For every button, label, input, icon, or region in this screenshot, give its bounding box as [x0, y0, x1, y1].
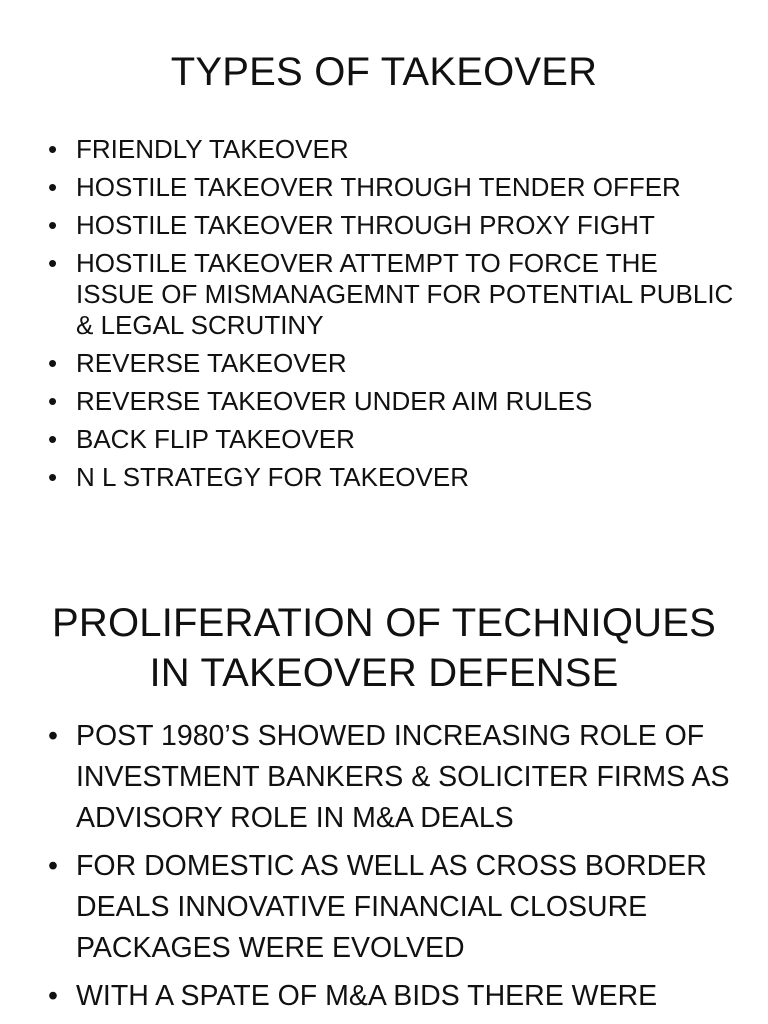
page-title-types-of-takeover: TYPES OF TAKEOVER	[170, 50, 598, 94]
list-item	[42, 134, 742, 165]
list-item-text: BACK FLIP TAKEOVER	[76, 424, 355, 454]
bullet-icon: •	[48, 386, 58, 416]
bullet-icon: •	[48, 980, 58, 1012]
list-item-text: FRIENDLY TAKEOVER	[76, 134, 349, 164]
title-line: IN TAKEOVER DEFENSE	[149, 651, 619, 695]
list-item	[42, 846, 742, 969]
bullet-icon: •	[48, 210, 58, 240]
list-item	[42, 248, 742, 341]
list-item-text: FOR DOMESTIC AS WELL AS CROSS BORDER DEALS INNOVATIVE FINANCIAL CLOSURE PACKAGES WERE EVOLVED	[76, 850, 707, 964]
list-item-text: HOSTILE TAKEOVER THROUGH PROXY FIGHT	[76, 210, 655, 240]
list-item	[42, 172, 742, 203]
list-item-text: WITH A SPATE OF M&A BIDS THERE WERE	[76, 980, 658, 1012]
list-item	[42, 976, 742, 1017]
bullet-icon: •	[48, 348, 58, 378]
bullet-icon: •	[48, 462, 58, 492]
list-item-text: REVERSE TAKEOVER	[76, 348, 347, 378]
takeover-defense-list	[42, 716, 742, 1024]
list-item	[42, 386, 742, 417]
list-item-text: REVERSE TAKEOVER UNDER AIM RULES	[76, 386, 593, 416]
list-item-text: N L STRATEGY FOR TAKEOVER	[76, 462, 469, 492]
title-line: PROLIFERATION OF TECHNIQUES	[52, 601, 716, 645]
list-item-text: HOSTILE TAKEOVER ATTEMPT TO FORCE THE ISSUE OF MISMANAGEMNT FOR POTENTIAL PUBLIC & LEGAL SCRUTINY	[76, 248, 734, 340]
page-title-takeover-defense	[0, 598, 768, 698]
bullet-icon: •	[48, 134, 58, 164]
list-item-text: POST 1980’S SHOWED INCREASING ROLE OF INVESTMENT BANKERS & SOLICITER FIRMS AS ADVISORY ROLE IN M&A DEALS	[76, 720, 730, 834]
list-item	[42, 210, 742, 241]
bullet-icon: •	[48, 248, 58, 278]
takeover-types-list	[42, 134, 742, 500]
list-item	[42, 424, 742, 455]
list-item	[42, 716, 742, 839]
bullet-icon: •	[48, 424, 58, 454]
list-item	[42, 348, 742, 379]
list-item-text: HOSTILE TAKEOVER THROUGH TENDER OFFER	[76, 172, 681, 202]
bullet-icon: •	[48, 720, 58, 752]
bullet-icon: •	[48, 172, 58, 202]
bullet-icon: •	[48, 850, 58, 882]
list-item	[42, 462, 742, 493]
